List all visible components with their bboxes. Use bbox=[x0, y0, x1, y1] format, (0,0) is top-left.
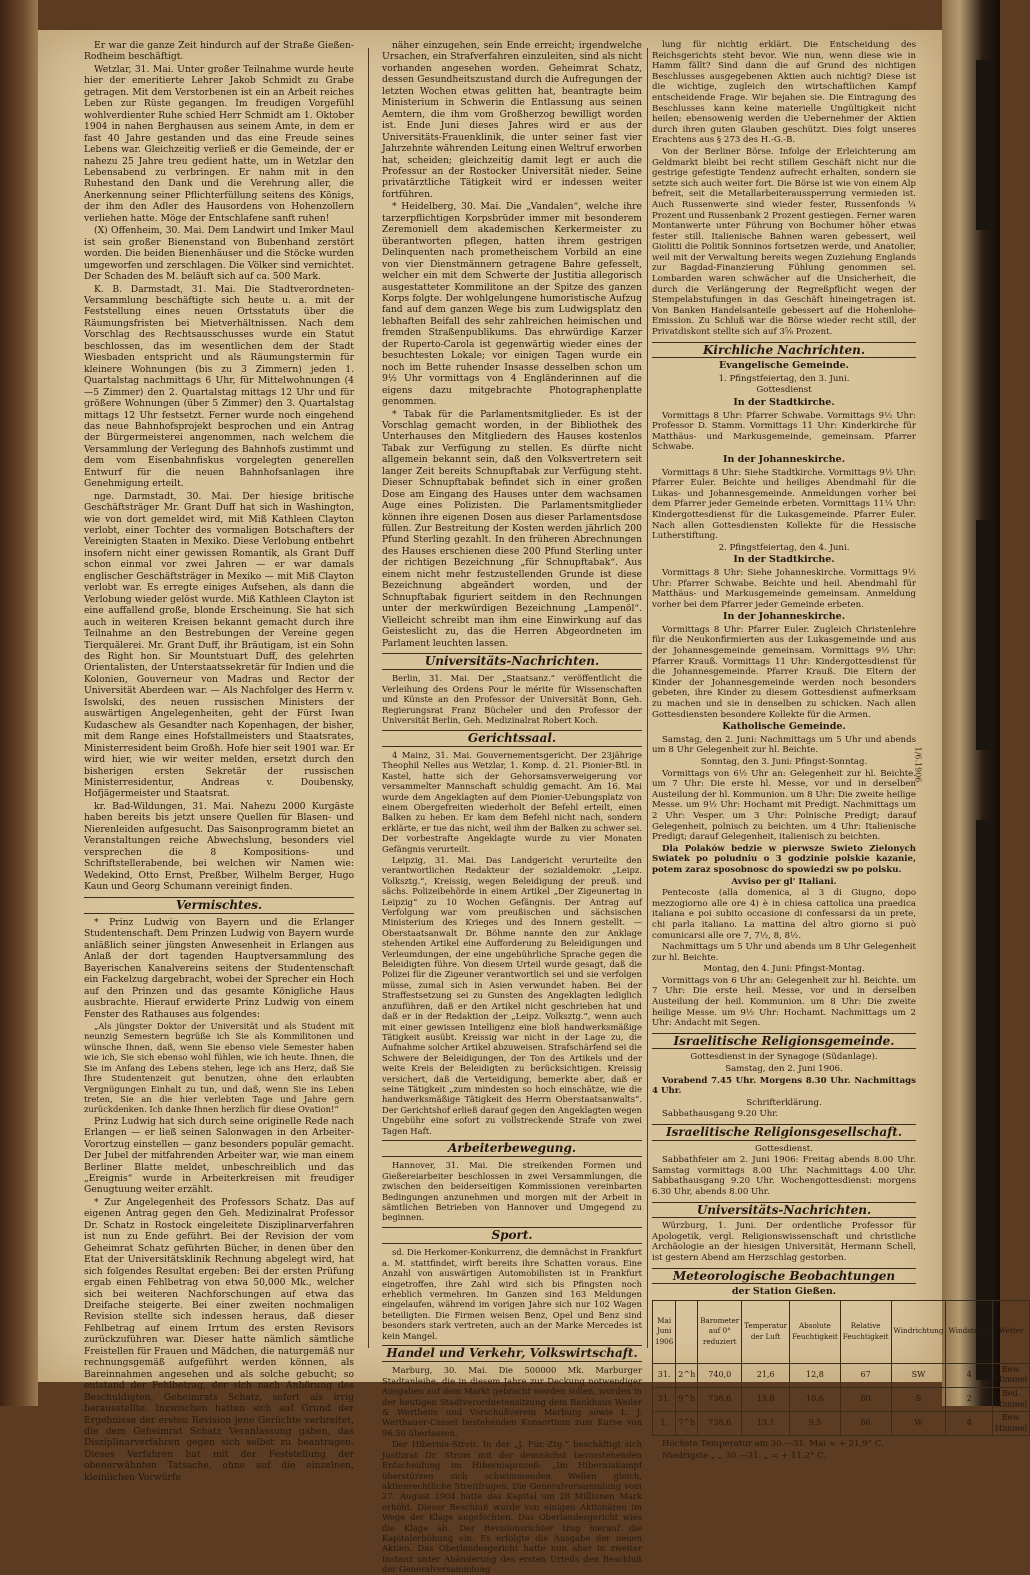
church-heading: In der Stadtkirche. bbox=[733, 397, 835, 408]
church-heading: In der Johanneskirche. bbox=[723, 611, 845, 623]
section-heading-arbeiterbewegung: Arbeiterbewegung. bbox=[382, 1140, 642, 1157]
table-cell: 1. bbox=[653, 1412, 676, 1436]
section-heading-meteorologie: Meteorologische Beobachtungen bbox=[652, 1268, 916, 1285]
table-header-cell: Absolute Feuchtigkeit bbox=[790, 1300, 841, 1363]
table-cell: 7^h bbox=[676, 1412, 698, 1436]
table-cell: 740,0 bbox=[698, 1363, 742, 1387]
table-header-cell: Barometer auf 0° reduziert bbox=[698, 1300, 742, 1363]
article-marburg: Marburg, 30. Mai. Die 500000 Mk. Marburger Stadtanleihe, die in diesem Jahre zur Deckung notwendiger Ausgaben auf dem Markt gebracht werden sollen, wurden in der heutigen Stadtverordnetensitzung dem Bankhaus Weiler & Wertheim und Vorschußverein Marburg sowie L. J. Werthauer-Cassel bestehenden Konsortium zum Kurse von 96.50 überlassen. bbox=[382, 1365, 642, 1438]
article-herkomer: sd. Die Herkomer-Konkurrenz, die demnächst in Frankfurt a. M. stattfindet, wirft bereits ihre Schatten voraus. Eine Anzahl von auswärtigen Automobilisten ist in Frankfurt eingetroffen, ihre Zahl wird sich bis Pfingsten noch erheblich vermehren. Im Ganzen sind 163 Meldungen eingelaufen, während im vorigen Jahre sich nur 102 Wagen beteiligten. Die Firmen weisen Benz, Opel und Benz sind besonders stark vertreten, auch an der Marke Mercedes ist kein Mangel. bbox=[382, 1247, 642, 1341]
column-2 bbox=[382, 40, 642, 1575]
article-offenheim: (X) Offenheim, 30. Mai. Dem Landwirt und Imker Maul ist sein großer Bienenstand von Bubenhand zerstört worden. Die beiden Bienenhäuser und die Stöcke wurden umgeworfen und zerschlagen. Die Völker sind vernichtet. Der Schaden des M. beläuft sich auf ca. 500 Mark. bbox=[84, 225, 354, 283]
date-stamp: 1/6.1906 bbox=[913, 746, 923, 783]
table-cell: 9^h bbox=[676, 1387, 698, 1411]
service-date: Samstag, den 2. Juni 1906. bbox=[725, 1064, 843, 1075]
article-leipzig: Leipzig, 31. Mai. Das Landgericht verurteilte den verantwortlichen Redakteur der sozialdemokr. „Leipz. Volksztg.“, Kreissig, wegen Beleidigung der preuß. und sächs. Polizeibehörde in einem Artikel „Der Zigeunertag in Leipzig“ zu 10 Wochen Gefängnis. Der Antrag auf Verfolgung war vom preußischen und sächsischen Ministerium des Krieges und des Innern gestellt. — Oberstaatsanwalt Dr. Böhme nannte den zur Anklage stehenden Artikel eine Aufforderung zu Beleidigungen und Verleumdungen, der eine ungebührliche Sprache gegen die Beleidigten führe. Von diesem Urteil wurde gesagt, daß die Polizei für die Zigeuner verantwortlich sei und sie verfolgen müsse, zumal sich in Asien verwundet haben. Bei der Straffestsetzung sei zu Gunsten des Angeklagten lediglich anzuführen, daß er den Artikel nicht geschrieben hat und daß er in der Redaktion der „Leipz. Volksztg.“, wenn auch mit einer gewissen Intelligenz eine bloß handwerksmäßige Tätigkeit ausübt. Kreissig war nicht in der Lage zu, die Aufnahme solcher Artikel abzuweisen. Strafschärfend sei die Schwere der Beleidigungen, der Ton des Artikels und der weite Kreis der Beleidigten zu berücksichtigen. Kreissig versichert, daß die Verteidigung, bemerkte aber, daß er seine Tätigkeit „zum mindesten so hoch einschätze, wie die handwerksmäßige Tätigkeit des Herrn Oberstaatsanwalts“. Der Gerichtshof erließ darauf gegen den Angeklagten wegen Ungebühr eine sofort zu vollstreckende Strafe von zwei Tagen Haft. bbox=[382, 855, 642, 1136]
weather-table bbox=[652, 1300, 1030, 1437]
table-cell: 80 bbox=[840, 1387, 891, 1411]
station-name: der Station Gießen. bbox=[731, 1286, 837, 1298]
article-wuerzburg: Würzburg, 1. Juni. Der ordentliche Professor für Apologetik, vergl. Religionswissenschaft und christliche Archäologie an der hiesigen Universität, Hermann Schell, ist gestern Abend am Herzschlag gestorben. bbox=[652, 1221, 916, 1263]
article-prinz-ludwig: * Prinz Ludwig von Bayern und die Erlanger Studentenschaft. Dem Prinzen Ludwig von Bayern wurde anläßlich seiner jüngsten Anwesenheit in Erlangen aus Anlaß der dort tagenden Hauptversammlung des Bayerischen Kanalvereins seitens der Studentenschaft ein Fackelzug dargebracht, wobei der Sprecher ein Hoch auf den Prinzen und das gesamte Königliche Haus ausbrachte. Hierauf erwiderte Prinz Ludwig von einem Fenster des Rathauses aus folgendes: bbox=[84, 916, 354, 1020]
service-date: Montag, den 4. Juni: Pfingst-Montag. bbox=[703, 964, 865, 975]
table-header-cell: Windstärke bbox=[946, 1300, 993, 1363]
table-cell: 2 bbox=[946, 1387, 993, 1411]
section-heading-vermischtes: Vermischtes. bbox=[84, 897, 354, 914]
service-list: Vormittags von 6 Uhr an: Gelegenheit zur hl. Beichte. um 7 Uhr: Die erste heil. Messe, vor und in derselben Austeilung der heil. Kommunion. um 8 Uhr: Die zweite heilige Messe. um 9½ Uhr: Hochamt. Nachmittags um 2 Uhr: Andacht mit Segen. bbox=[652, 975, 916, 1029]
church-heading: In der Johanneskirche. bbox=[723, 453, 845, 465]
article-hibernia: Der Hibernia-Streit. In der „J. Fur.-Ztg.“ beschäftigt sich Justizrat Dr. Strom mit der demnächst bevorstehenden Entscheidung im Hiberniaprozeß: „Im Hiberniakampf überstürzen sich schwimmenden Wellen gleich, aktienrechtliche Streitfragen. Die Generalversammlung vom 27. August 1904 hatte das Kapital um 28 Millionen Mark erhöht. Dieser Beschluß wurde von einigen Aktionären im Wege der Klage angefochten. Das Oberlandesgericht wies die Klage ab. Der Revisionsrichter trug hierauf die Kapitalerhöhung ein. Es erfolgte die Ausgabe der neuen Aktien. Das Oberlandesgericht hatte nun aber in zweiter Instanz unter Abänderung des ersten Urteils den Beschluß der Generalversammlung bbox=[382, 1439, 642, 1575]
service-label: Gottesdienst in der Synagoge (Südanlage). bbox=[690, 1052, 878, 1063]
table-cell: 9,5 bbox=[790, 1412, 841, 1436]
service-label: Schrifterklärung. bbox=[746, 1097, 822, 1108]
article-berlin: Berlin, 31. Mai. Der „Staatsanz.“ veröffentlicht die Verleihung des Ordens Pour le mérite für Wissenschaften und Künste an den Professor der Universität Bonn, Geh. Regierungsrat Franz Bücheler und den Professor der Universität Berlin, Geh. Medizinalrat Robert Koch. bbox=[382, 673, 642, 726]
article-darmstadt: K. B. Darmstadt, 31. Mai. Die Stadtverordneten-Versammlung beschäftigte sich heute u. a. mit der Feststellung eines neuen Ortsstatuts über die Räumungsfristen bei Mietverhältnissen. Nach dem Vorschlag des Rechtsausschusses wurde ein Statut beschlossen, das im wesentlichen dem der Stadt Wiesbaden entspricht und als Räumungstermin für kleinere Wohnungen (bis zu 3 Zimmern) jeden 1. Quartalstag nachmittags 6 Uhr, für Mittelwohnungen (4—5 Zimmer) den 2. Quartalstag mittags 12 Uhr und für größere Wohnungen (über 5 Zimmer) den 3. Quartalstag mittags 12 Uhr festsetzt. Ferner wurde noch eingehend das neue Bahnhofsprojekt besprochen und ein Antrag der Bürgermeisterei angenommen, nach welchem die Versammlung der Verlegung des Bahnhofs zustimmt und dem vom Eisenbahnfiskus vorgelegten generellen Entwurf für die neuen Bahnhofsanlagen ihre Genehmigung erteilt. bbox=[84, 283, 354, 490]
article-wildungen: kr. Bad-Wildungen, 31. Mai. Nahezu 2000 Kurgäste haben bereits bis jetzt unsere Quellen für Blasen- und Nierenleiden aufgesucht. Das Saisonprogramm bietet an Veranstaltungen reiche Abwechslung, besonders viel versprechen die 8 Kompositions- und Schriftstellerabende, bei welchen wir Namen wie: Wedekind, Otto Ernst, Preßber, Wilhelm Berger, Hugo Kaun und Georg Schumann vereinigt finden. bbox=[84, 800, 354, 893]
table-header-cell: Temperatur der Luft bbox=[742, 1300, 790, 1363]
table-cell: 86 bbox=[840, 1412, 891, 1436]
service-times: Sabbathfeier am 2. Juni 1906: Freitag abends 8.00 Uhr. Samstag vormittags 8.00 Uhr. Nachmittags 4.00 Uhr. Sabbathausgang 9.20 Uhr. Wochengottesdienst: morgens 6.30 Uhr, abends 8.00 Uhr. bbox=[652, 1155, 916, 1197]
article-hannover: Hannover, 31. Mai. Die streikenden Formen und Gießereiarbeiter beschlossen in zwei Versammlungen, die zwischen den beiderseitigen Kommissionen vereinbarten Bedingungen anzunehmen und morgen mit der Arbeit in sämtlichen Betrieben von Hannover und Umgegend zu beginnen. bbox=[382, 1160, 642, 1223]
service-list: Vormittags 8 Uhr: Siehe Johanneskirche. Vormittags 9½ Uhr: Pfarrer Schwabe. Beichte und heil. Abendmahl für Matthäus- und Markusgemeinde gemeinsam. Anmeldung vorher bei dem Pfarrer jeder Gemeinde erbeten. bbox=[652, 567, 916, 610]
table-header-cell: Relative Feuchtigkeit bbox=[840, 1300, 891, 1363]
church-heading: In der Stadtkirche. bbox=[733, 554, 835, 566]
service-label: Gottesdienst bbox=[756, 385, 812, 396]
adjacent-page-edge bbox=[942, 0, 1000, 1406]
table-cell: 67 bbox=[840, 1363, 891, 1387]
service-date: Sonntag, den 3. Juni: Pfingst-Sonntag. bbox=[700, 757, 868, 767]
table-cell: 736,6 bbox=[698, 1387, 742, 1411]
table-cell: SW bbox=[891, 1363, 946, 1387]
temperature-min: Niedrigste „ „ 30.—31. „ = + 11,2° C. bbox=[662, 1450, 827, 1461]
table-cell: 12,8 bbox=[790, 1363, 841, 1387]
table-header-cell: Mai Juni 1906 bbox=[653, 1300, 676, 1363]
column-1 bbox=[84, 40, 354, 1483]
table-row bbox=[653, 1363, 1030, 1387]
article-heidelberg: * Heidelberg, 30. Mai. Die „Vandalen“, welche ihre tarzerpflichtigen Korpsbrüder immer mit besonderem Zeremoniell dem akademischen Kerkermeister zu überantworten pflegen, hatten ihrem gestrigen Delinquenten nach prometheischem Vorbild an eine von vier Dienstmännern getragene Bahre gefesselt, welcher ein mit dem Schwerte der Justitia allegorisch ausgestatteter Kommilitone an der Spitze des ganzen Korps folgte. Der wohlgelungene humoristische Aufzug fand auf dem ganzen Wege bis zum Ludwigsplatz den lebhaften Beifall des sehr zahlreichen heimischen und fremden Straßenpublikums. Das ehrwürdige Karzer der Ruperto-Carola ist gegenwärtig wieder eines der besuchtesten Lokale; vor einigen Tagen wurde ein noch im Bette ruhender Insasse desselben schon um 9½ Uhr vormittags von 4 Engländerinnen auf die eigens dazu mitgebrachte Photographenplatte genommen. bbox=[382, 201, 642, 408]
section-heading-handel: Handel und Verkehr, Volkswirtschaft. bbox=[382, 1345, 642, 1362]
table-row bbox=[653, 1412, 1030, 1436]
service-list: Samstag, den 2. Juni: Nachmittags um 5 Uhr und abends um 8 Uhr Gelegenheit zur hl. Beichte. bbox=[652, 734, 916, 756]
service-list: Vormittags 8 Uhr: Siehe Stadtkirche. Vormittags 9½ Uhr: Pfarrer Euler. Beichte und heiliges Abendmahl für die Lukas- und Johannesgemeinde. Anmeldungen vorher bei dem Pfarrer jeder Gemeinde erbeten. Vormittags 11¼ Uhr: Kindergottesdienst für die Lukasgemeinde. Pfarrer Euler. Nach allen Gottesdiensten Kollekte für die Hessische Lutherstiftung. bbox=[652, 467, 916, 542]
table-header-cell bbox=[676, 1300, 698, 1363]
article-wetzlar: Wetzlar, 31. Mai. Unter großer Teilnahme wurde heute hier der emeritierte Lehrer Jakob Schmidt zu Grabe getragen. Mit dem Verstorbenen ist ein an Arbeit reiches Leben zur Rüste gegangen. Im freudigen Vorgefühl wohlverdienter Ruhe schied Herr Schmidt am 1. Oktober 1904 in nahen Berghausen aus seinem Amte, in dem er fast 40 Jahre gestanden und das eine Freude seines Lebens war. Gleichzeitig verließ er die Gemeinde, der er nahezu 25 Jahre treu gedient hatte, um in Wetzlar den Lebensabend zu verbringen. Er nahm mit in den Ruhestand den Dank und die Verehrung aller, die Anerkennung seiner Pflichterfüllung seitens des Königs, der ihm den Adler des Hausordens von Hohenzollern verliehen hatte. Möge der Entschlafene sanft ruhen! bbox=[84, 63, 354, 224]
article-text: näher einzugehen, sein Ende erreicht; irgendwelche Ursachen, ein Strafverfahren einzuleiten, sind als nicht vorhanden angesehen worden. Geheimrat Schatz, dessen Gesundheitszustand durch die Aufregungen der letzten Wochen etwas gelitten hat, beantragte beim Ministerium in Schwerin die Entlassung aus seinen Aemtern, die ihm vom Großherzog bewilligt worden ist. Ende Juni dieses Jahres wird er aus der Universitäts-Frauenklinik, die unter seiner fast vier Jahrzehnte währenden Leitung einen Weltruf erworben hat, scheiden; gleichzeitig damit legt er auch die Professur an der Rostocker Universität nieder. Seine privatärztliche Tätigkeit wird er indessen weiter fortführen. bbox=[382, 40, 642, 200]
service-label: Gottesdienst. bbox=[755, 1143, 813, 1154]
book-binding bbox=[0, 0, 38, 1406]
service-list: Vormittags von 6½ Uhr an: Gelegenheit zur hl. Beichte. um 7 Uhr: Die erste hl. Messe, vor und in derselben Austeilung der hl. Kommunion. um 8 Uhr: Die zweite heilige Messe. um 9½ Uhr: Hochamt mit Predigt. Nachmittags um 2 Uhr: Vesper. um 3 Uhr: Polnische Predigt; darauf Gelegenheit, polnisch zu beichten. um 4 Uhr: Italienische Predigt; darauf Gelegenheit, italienisch zu beichten. bbox=[652, 768, 916, 843]
article-schatz: * Zur Angelegenheit des Professors Schatz. Das auf eigenen Antrag gegen den Geh. Medizinalrat Professor Dr. Schatz in Rostock eingeleitete Disziplinarverfahren ist nun zu Ende geführt. Bei der Revision der vom Geheimrat Schatz geführten Bücher, in denen über den Etat der Universitätsklinik Rechnung abgelegt wird, hat sich folgendes Resultat ergeben: Bei der ersten Prüfung ergab einen Fehlbetrag von etwa 50,000 Mk., welcher sich bei weiteren Nachforschungen auf etwa das Dreifache steigerte. Bei einer zweiten nochmaligen Revision stellte sich indessen heraus, daß dieser Fehlbetrag auf einem Irrtum des ersten Revisors zurückzuführen war. Dieser hatte nämlich sämtliche Freistellen für Frauen und Mädchen, die naturgemäß nur rechnungsgemäß aufgeführt werden können, als Bareinnahmen angesehen und als solche gebucht; so entstand der Fehlbetrag, der sich nach Anhörung des Beschuldigten, Geheimrats Schatz, sofort als irrig herausstellte. Inzwischen hatten sich auf Grund der Ergebnisse der ersten Revision jene Gerüchte verbreitet, die dem Geheimrat Schatz Veranlassung gaben, das Disziplinarverfahren gegen sich selbst zu beantragen. Dieses Verfahren hat mit der Feststellung der obenerwähnten Tatsache, ohne auf die einzelnen, kleinlichen Vorwürfe bbox=[84, 1196, 354, 1483]
table-row bbox=[653, 1387, 1030, 1411]
article-quote: „Als jüngster Doktor der Universität und als Student mit neunzig Semestern begrüße ich Sie als Kommilitonen und wünsche Ihnen, daß, wenn Sie ebenso viele Semester haben wie ich, Sie sich ebenso wohl fühlen, wie ich heute. Ihnen, die Sie im Anfang des Lebens stehen, lege ich ans Herz, daß Sie Ihre Studentenzeit gut benutzen, ohne den erlaubten Vergnügungen Einhalt zu tun, und daß, wenn Sie ins Leben treten, Sie an die hier verlebten Tage und Jahre gern zurückdenken. Ich danke Ihnen herzlich für diese Ovation!“ bbox=[84, 1021, 354, 1115]
article-text: Prinz Ludwig hat sich durch seine originelle Rede nach Erlangen — er ließ seinen Salonwagen in den Arbeiter-Vorortzug einstellen — ganz besonders populär gemacht. Der Jubel der mitfahrenden Arbeiter war, wie man einem Berliner Blatte meldet, unbeschreiblich und das „Ereignis“ wurde in Arbeiterkreisen mit freudiger Genugtuung weiter erzählt. bbox=[84, 1115, 354, 1196]
table-header-cell: Windrichtung bbox=[891, 1300, 946, 1363]
table-cell: 10,6 bbox=[790, 1387, 841, 1411]
article-tabak: * Tabak für die Parlamentsmitglieder. Es ist der Vorschlag gemacht worden, in der Bibliothek des Unterhauses den Mitgliedern des Hauses kostenlos Tabak zur Verfügung zu stellen. Es dürfte nicht allgemein bekannt sein, daß den Volksvertretern seit langer Zeit bereits Schnupftabak zur Verfügung steht. Dieser Schnupftabak befindet sich in einer großen Dose am Eingang des Hauses unter dem wachsamen Auge eines Polizisten. Die Parlamentsmitglieder können ihre eigenen Dosen aus dieser Parlamentsdose füllen. Zur Bestreitung der Kosten werden jährlich 200 Pfund Sterling gezahlt. In den früheren Abrechnungen des Hauses erschienen diese 200 Pfund Sterling unter der richtigen Bezeichnung „für Schnupftabak“. Aus einem nicht mehr festzustellenden Grunde ist diese Bezeichnung abgeändert worden, und der Schnupftabak figuriert seitdem in den Rechnungen unter der merkwürdigen Bezeichnung „Lampenöl“. Vielleicht schreibt man ihm eine Einwirkung auf das Geisteslicht zu, das die Herren Abgeordneten im Parlament leuchten lassen. bbox=[382, 408, 642, 649]
service-times: Vorabend 7.45 Uhr. Morgens 8.30 Uhr. Nachmittags 4 Uhr. bbox=[652, 1075, 916, 1097]
notice-polish: Dla Polaków bedzie w pierwsze Swieto Zielonych Swiatek po poludniu o 3 godzinie polskie kazanie, potem zaraz sposobnosc do spowiedzi sw po polsku. bbox=[652, 843, 916, 875]
table-header-cell: Wetter bbox=[993, 1300, 1030, 1363]
temperature-max: Höchste Temperatur am 30.—31. Mai = + 21,9° C. bbox=[662, 1439, 884, 1450]
article-boerse: Von der Berliner Börse. Infolge der Erleichterung am Geldmarkt bleibt bei recht stillem Geschäft nicht nur die gestrige gefestigte Tendenz aufrecht erhalten, sondern sie setzte sich auch weiter fort. Die Börse ist wie von einem Alp befreit, seit die Metallarbeiteraussperrung vermieden ist. Auch Russenwerte sind wieder fester, Russenfonds ¼ Prozent und Russenbank 2 Prozent gestiegen. Ferner waren Montanwerte unter Führung von Bochumer höher etwas fester still. Italienische Bahnen waren gebessert, weil Giolitti die Politik Sonninos fortsetzen werde, und Anatolier, weil mit der Verwaltung bereits wegen Zuziehung Englands zur Bagdad-Finanzierung Fühlung genommen sei. Lombarden waren schwächer auf die Unsicherheit, die durch die Verlängerung der Regreßpflicht wegen der Stempelabstufungen in das Geschäft hineingetragen ist. Von Banken Handelsanteile gebessert auf die Hohenlohe-Emission. Zu Schluß war die Börse wieder recht still, der Privatdiskont stellte sich auf 3⅝ Prozent. bbox=[652, 146, 916, 338]
article-text: lung für nichtig erklärt. Die Entscheidung des Reichsgerichts steht bevor. Wie nun, wenn diese wie in Hamm fällt? Sind dann die auf Grund des nichtigen Beschlusses ausgegebenen Aktien auch nichtig? Diese ist die wichtige, zugleich den wirtschaftlichen Kampf entscheidende Frage. Wir bejahen sie. Die Eintragung des Beschlusses kann keine materielle Ungültigkeit nicht heilen; ebensowenig werden die Uebernehmer der Aktien durch ihren guten Glauben geschützt. Dies folgt unseres Erachtens aus § 273 des H.-G.-B. bbox=[652, 40, 916, 146]
article-text: Er war die ganze Zeit hindurch auf der Straße Gießen-Rodheim beschäftigt. bbox=[84, 40, 354, 63]
table-cell: 15,8 bbox=[742, 1387, 790, 1411]
table-cell: 738,6 bbox=[698, 1412, 742, 1436]
table-cell: Bed. Himmel bbox=[993, 1387, 1030, 1411]
section-heading-gerichtssaal: Gerichtssaal. bbox=[382, 730, 642, 747]
section-heading-sport: Sport. bbox=[382, 1227, 642, 1244]
subheading-katholisch: Katholische Gemeinde. bbox=[722, 721, 846, 733]
service-date: 2. Pfingstfeiertag, den 4. Juni. bbox=[718, 542, 850, 553]
article-mainz: 4 Mainz, 31. Mai. Gouvernementsgericht. Der 23jährige Theophil Nelles aus Wetzlar, 1. Komp. d. 21. Pionier-Btl. in Kastel, hatte sich der Gehorsamsverweigerung vor versammelter Mannschaft schuldig gemacht. Am 16. Mai wurde dem Angeklagten auf dem Pionier-Uebungsplatz von einem Obergefreiten wiederholt der Befehl erteilt, einen Balken zu heben. Er kam dem Befehl nicht nach, sondern erklärte, er tue das nicht, weil ihm der Balken zu schwer sei. Der vorbestrafte Angeklagte wurde zu vier Monaten Gefängnis verurteilt. bbox=[382, 749, 642, 854]
table-cell: 21,6 bbox=[742, 1363, 790, 1387]
section-heading-universitaet-2: Universitäts-Nachrichten. bbox=[652, 1202, 916, 1219]
column-rule bbox=[368, 48, 369, 1348]
weather-table-header bbox=[653, 1300, 1030, 1363]
service-list: Nachmittags um 5 Uhr und abends um 8 Uhr Gelegenheit zur hl. Beichte. bbox=[652, 942, 916, 963]
table-cell: Bew. Himmel bbox=[993, 1363, 1030, 1387]
notice-italian-heading: Avviso per gl' Italiani. bbox=[731, 876, 837, 887]
section-heading-universitaet: Universitäts-Nachrichten. bbox=[382, 653, 642, 670]
table-cell: W bbox=[891, 1412, 946, 1436]
table-cell: 31. bbox=[653, 1387, 676, 1411]
table-cell: Bew. Himmel bbox=[993, 1412, 1030, 1436]
section-heading-israelitisch: Israelitische Religionsgemeinde. bbox=[652, 1033, 916, 1050]
table-cell: S bbox=[891, 1387, 946, 1411]
table-cell: 2^h bbox=[676, 1363, 698, 1387]
notice-italian: Pentecoste (alla domenica, al 3 di Giugno, dopo mezzogiorno alle ore 4) è in chiesa cattolica una praedica italiana e poi subito occasione di confessarsi da un prete, chi parla italiano. La mattina del altro giorno si può comunicarsi alle ore 7, 7½, 8, 8½. bbox=[652, 888, 916, 941]
table-cell: 13,1 bbox=[742, 1412, 790, 1436]
table-cell: 4 bbox=[946, 1412, 993, 1436]
subheading-evangelisch: Evangelische Gemeinde. bbox=[719, 360, 849, 372]
service-list: Vormittags 8 Uhr: Pfarrer Euler. Zugleich Christenlehre für die Neukonfirmierten aus der Lukasgemeinde und aus der Johannesgemeinde gemeinsam. Vormittags 9½ Uhr: Pfarrer Krauß. Vormittags 11 Uhr: Kindergottesdienst für die Johannesgemeinde. Pfarrer Krauß. Die Eltern der Kinder der Johannesgemeinde werden noch besonders gebeten, ihre Kinder zu diesem Gottesdienst aufmerksam zu machen und sie in denselben zu schicken. Nach allen Gottesdiensten besondere Kollekte für die Armen. bbox=[652, 624, 916, 720]
article-darmstadt-2: nge. Darmstadt, 30. Mai. Der hiesige britische Geschäftsträger Mr. Grant Duff hat sich in Washington, wie von dort gemeldet wird, mit Miß Kathleen Clayton verlobt, einer Tochter des vormaligen Botschafters der Vereinigten Staaten in Mexiko. Diese Verlobung entbehrt insofern nicht einer gewissen Romantik, als Grant Duff schon einmal vor zwei Jahren — er war damals englischer Geschäftsträger in Mexiko — mit Miß Clayton verlobt war. Es erregte einiges Aufsehen, als dann die Verlobung wieder gelöst wurde. Miß Kathleen Clayton ist eine auffallend große, blonde Erscheinung. Sie hat sich auch in weiteren Kreisen bekannt gemacht durch ihre Teilnahme an den Bestrebungen der Vereine gegen Tierquälerei. Mr. Grant Duff, ihr Bräutigam, ist ein Sohn des Right hon. Sir Mountstuart Duff, des gelehrten Orientalisten, der Unterstaatssekretär für Indien und die Kolonien, Gouverneur von Madras und Rector der Universität Aberdeen war. — Als Nachfolger des Herrn v. Iswolski, des neuen russischen Ministers der auswärtigen Angelegenheiten, geht der Fürst Iwan Kudaschew als Gesandter nach Kopenhagen, der bisher, mit dem Range eines Hofstallmeisters und Staatsrates, Ministerresident beim Großh. Hofe hier seit 1901 war. Er wird hier, wie wir weiter melden, ersetzt durch den bisherigen ersten Sekretär der russischen Ministerresidentur, Andreas v. Doubensky, Hofjägermeister und Staatsrat. bbox=[84, 490, 354, 800]
column-rule bbox=[647, 48, 648, 1348]
service-list: Vormittags 8 Uhr: Pfarrer Schwabe. Vormittags 9½ Uhr: Professor D. Stamm. Vormittags 11 Uhr: Kinderkirche für Matthäus- und Markusgemeinde, gemeinsam. Pfarrer Schwabe. bbox=[652, 410, 916, 453]
table-cell: 31. bbox=[653, 1363, 676, 1387]
section-heading-kirchliche: Kirchliche Nachrichten. bbox=[652, 342, 916, 359]
service-date: 1. Pfingstfeiertag, den 3. Juni. bbox=[718, 373, 850, 384]
table-cell: 4 bbox=[946, 1363, 993, 1387]
service-times: Sabbathausgang 9.20 Uhr. bbox=[662, 1109, 779, 1120]
section-heading-religionsgesellschaft: Israelitische Religionsgesellschaft. bbox=[652, 1124, 916, 1141]
